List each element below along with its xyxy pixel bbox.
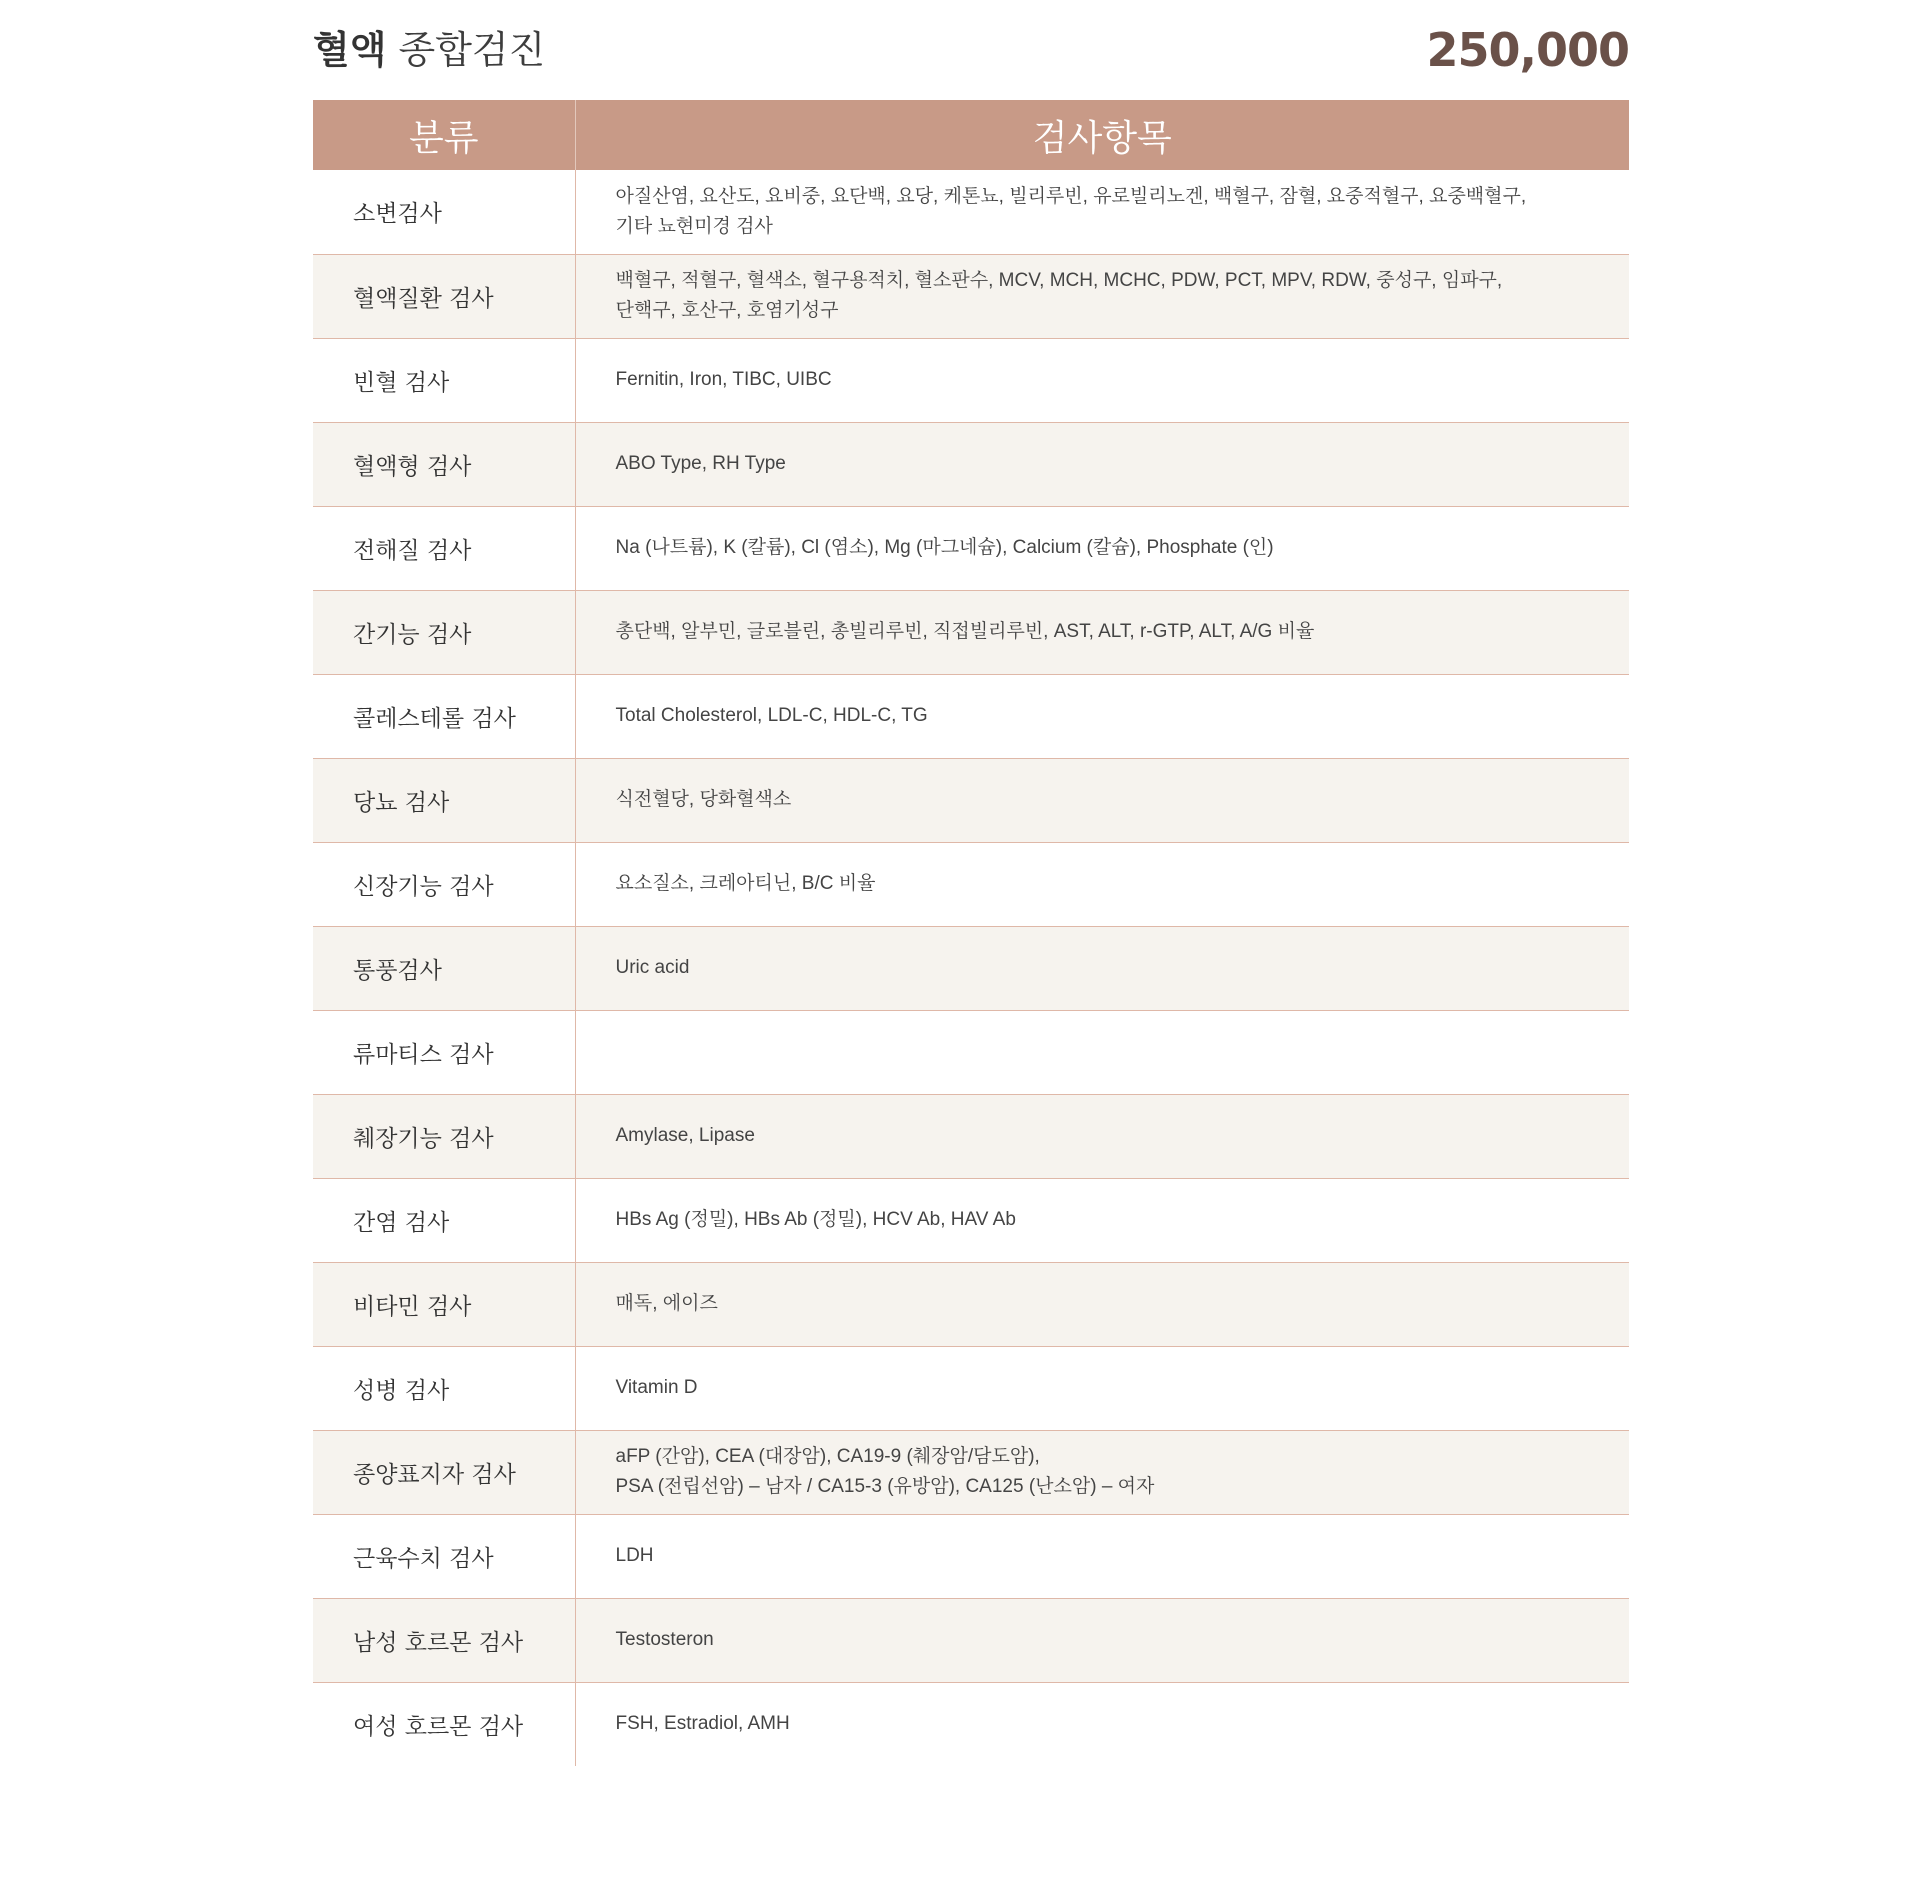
table-row [313, 1094, 1629, 1178]
table-row [313, 506, 1629, 590]
table-header [313, 100, 1629, 170]
items-line: Fernitin, Iron, TIBC, UIBC [615, 369, 832, 390]
items-cell [575, 338, 1629, 422]
items-line: PSA (전립선암) – 남자 / CA15-3 (유방암), CA125 (난소암) – 여자 [615, 1476, 1155, 1497]
items-line: 백혈구, 적혈구, 혈색소, 혈구용적치, 혈소판수, MCV, MCH, MCHC, PDW, PCT, MPV, RDW, 중성구, 임파구, [615, 270, 1503, 291]
exam-table [313, 100, 1629, 1766]
category-cell: 성병 검사 [313, 1346, 575, 1430]
items-line: aFP (간암), CEA (대장암), CA19-9 (췌장암/담도암), [615, 1446, 1040, 1467]
category-cell: 혈액형 검사 [313, 422, 575, 506]
items-line: Testosteron [615, 1629, 714, 1650]
category-cell: 남성 호르몬 검사 [313, 1598, 575, 1682]
items-cell [575, 1430, 1629, 1514]
items-line: HBs Ag (정밀), HBs Ab (정밀), HCV Ab, HAV Ab [615, 1209, 1016, 1230]
items-line: Uric acid [615, 957, 690, 978]
items-line: Na (나트륨), K (칼륨), Cl (염소), Mg (마그네슘), Calcium (칼슘), Phosphate (인) [615, 537, 1274, 558]
table-header-row [313, 100, 1629, 170]
items-line: Amylase, Lipase [615, 1125, 755, 1146]
items-cell [575, 1346, 1629, 1430]
category-cell: 간기능 검사 [313, 590, 575, 674]
table-row [313, 1262, 1629, 1346]
page-title [313, 26, 545, 74]
items-line: Total Cholesterol, LDL-C, HDL-C, TG [615, 705, 928, 726]
items-line: 단핵구, 호산구, 호염기성구 [615, 300, 839, 321]
table-row [313, 1598, 1629, 1682]
category-cell: 종양표지자 검사 [313, 1430, 575, 1514]
items-cell [575, 1262, 1629, 1346]
category-cell: 췌장기능 검사 [313, 1094, 575, 1178]
table-row [313, 422, 1629, 506]
items-cell [575, 1010, 1629, 1094]
table-row [313, 1346, 1629, 1430]
category-cell: 소변검사 [313, 170, 575, 254]
table-body [313, 170, 1629, 1766]
table-row [313, 590, 1629, 674]
items-line: 매독, 에이즈 [615, 1293, 718, 1314]
items-line: 총단백, 알부민, 글로블린, 총빌리루빈, 직접빌리루빈, AST, ALT, r-GTP, ALT, A/G 비율 [615, 621, 1315, 642]
table-row [313, 170, 1629, 254]
category-cell: 빈혈 검사 [313, 338, 575, 422]
table-row [313, 842, 1629, 926]
column-header-category: 분류 [313, 100, 575, 170]
price-label: 250,000 [1426, 23, 1629, 77]
category-cell: 혈액질환 검사 [313, 254, 575, 338]
table-row [313, 254, 1629, 338]
category-cell: 여성 호르몬 검사 [313, 1682, 575, 1766]
table-row [313, 926, 1629, 1010]
table-row [313, 1430, 1629, 1514]
category-cell: 근육수치 검사 [313, 1514, 575, 1598]
category-cell: 통풍검사 [313, 926, 575, 1010]
items-cell [575, 506, 1629, 590]
column-header-items: 검사항목 [575, 100, 1629, 170]
items-cell [575, 842, 1629, 926]
page-header [313, 22, 1629, 82]
category-cell: 간염 검사 [313, 1178, 575, 1262]
items-cell [575, 170, 1629, 254]
table-row [313, 758, 1629, 842]
items-cell [575, 758, 1629, 842]
items-cell [575, 1514, 1629, 1598]
items-cell [575, 254, 1629, 338]
items-cell [575, 1598, 1629, 1682]
page-title-bold: 혈액 [313, 28, 387, 72]
items-line: LDH [615, 1545, 654, 1566]
table-row [313, 1682, 1629, 1766]
items-cell [575, 926, 1629, 1010]
items-line: 기타 뇨현미경 검사 [615, 215, 773, 237]
items-cell [575, 1094, 1629, 1178]
category-cell: 콜레스테롤 검사 [313, 674, 575, 758]
items-line: ABO Type, RH Type [615, 453, 786, 474]
table-row [313, 1010, 1629, 1094]
items-line: 요소질소, 크레아티닌, B/C 비율 [615, 873, 876, 894]
items-cell [575, 674, 1629, 758]
table-row [313, 1178, 1629, 1262]
items-line: 아질산염, 요산도, 요비중, 요단백, 요당, 케톤뇨, 빌리루빈, 유로빌리노겐, 백혈구, 잠혈, 요중적혈구, 요중백혈구, [615, 185, 1527, 207]
category-cell: 전해질 검사 [313, 506, 575, 590]
table-row [313, 338, 1629, 422]
items-cell [575, 1682, 1629, 1766]
items-line: Vitamin D [615, 1377, 698, 1398]
items-line: 식전혈당, 당화혈색소 [615, 789, 792, 810]
category-cell: 신장기능 검사 [313, 842, 575, 926]
items-cell [575, 422, 1629, 506]
category-cell: 당뇨 검사 [313, 758, 575, 842]
items-line: FSH, Estradiol, AMH [615, 1713, 790, 1735]
items-cell [575, 590, 1629, 674]
items-cell [575, 1178, 1629, 1262]
page-title-rest: 종합검진 [398, 28, 546, 72]
table-row [313, 1514, 1629, 1598]
category-cell: 비타민 검사 [313, 1262, 575, 1346]
table-row [313, 674, 1629, 758]
category-cell: 류마티스 검사 [313, 1010, 575, 1094]
exam-table-container [313, 100, 1629, 1766]
